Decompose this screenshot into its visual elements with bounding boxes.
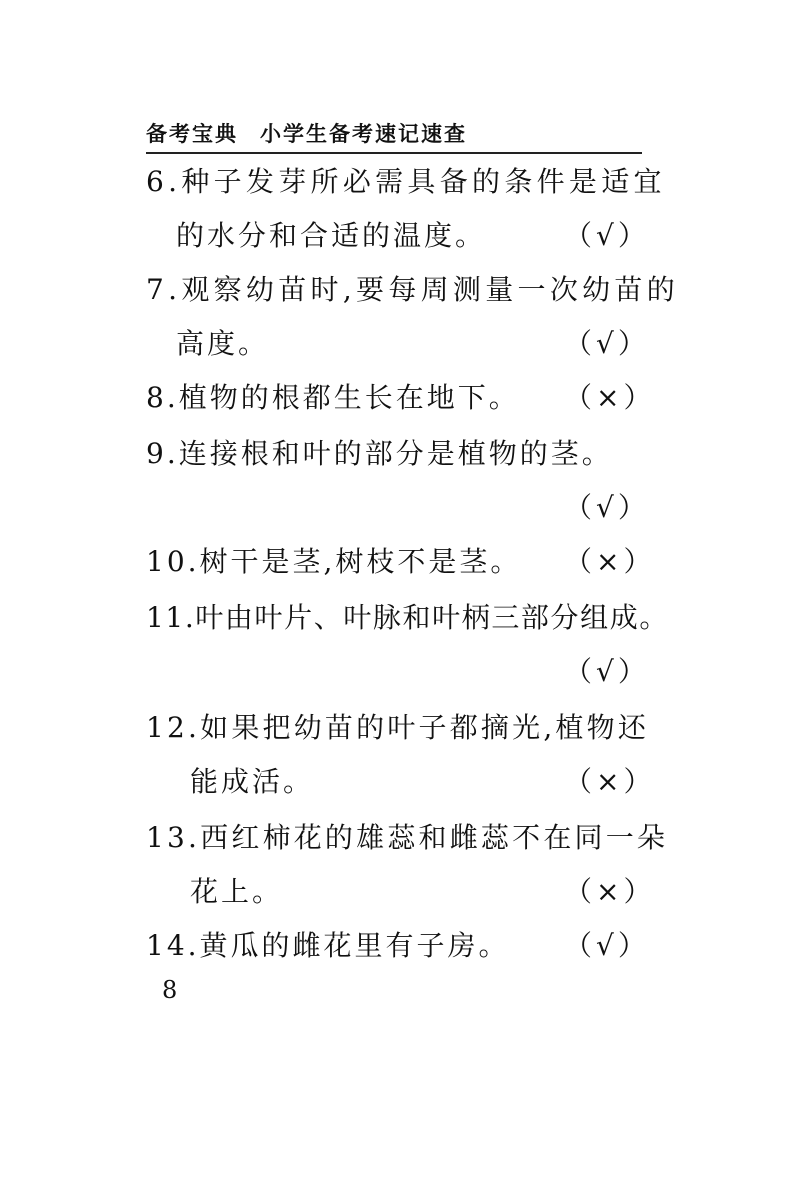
item-text: 6.种子发芽所必需具备的条件是适宜: [146, 165, 666, 198]
item-text: 高度。: [176, 327, 270, 360]
item-12-line-2: [146, 762, 656, 802]
header-rule: [146, 152, 642, 154]
item-11-line-1: [146, 598, 669, 638]
item-text: 14.黄瓜的雌花里有子房。: [146, 929, 510, 962]
answer-mark: （×）: [564, 765, 656, 798]
item-13-line-1: [146, 818, 669, 858]
answer-mark: （×）: [564, 875, 656, 908]
page-number: 8: [162, 976, 178, 1004]
item-text: 13.西红柿花的雄蕊和雌蕊不在同一朵: [146, 821, 669, 854]
item-9-line-2: [146, 488, 650, 528]
item-text: 10.树干是茎,树枝不是茎。: [146, 545, 522, 578]
book-subtitle: 小学生备考速记速查: [260, 122, 467, 146]
answer-mark: （√）: [564, 929, 650, 962]
item-text: 8.植物的根都生长在地下。: [146, 381, 520, 414]
item-8-line-1: [146, 378, 656, 418]
item-14-line-1: [146, 926, 650, 966]
book-title: 备考宝典: [146, 122, 238, 146]
item-6-line-1: [146, 162, 666, 202]
answer-mark: （×）: [564, 545, 656, 578]
item-7-line-2: [146, 324, 650, 364]
answer-mark: （√）: [564, 219, 650, 252]
answer-mark: （√）: [564, 327, 650, 360]
answer-mark: （√）: [564, 491, 650, 524]
item-12-line-1: [146, 708, 650, 748]
item-7-line-1: [146, 270, 680, 310]
item-text: 的水分和合适的温度。: [176, 219, 487, 252]
running-header: [146, 118, 642, 152]
item-9-line-1: [146, 434, 642, 474]
answer-mark: （√）: [564, 655, 650, 688]
item-text: 12.如果把幼苗的叶子都摘光,植物还: [146, 711, 650, 744]
answer-mark: （×）: [564, 381, 656, 414]
item-text: 能成活。: [190, 765, 315, 798]
item-6-line-2: [146, 216, 650, 256]
item-10-line-1: [146, 542, 656, 582]
item-11-line-2: [146, 652, 650, 692]
item-text: 花上。: [190, 875, 284, 908]
item-text: 11.叶由叶片、叶脉和叶柄三部分组成。: [146, 601, 669, 634]
item-text: 9.连接根和叶的部分是植物的茎。: [146, 437, 613, 470]
item-text: 7.观察幼苗时,要每周测量一次幼苗的: [146, 273, 680, 306]
item-13-line-2: [146, 872, 656, 912]
